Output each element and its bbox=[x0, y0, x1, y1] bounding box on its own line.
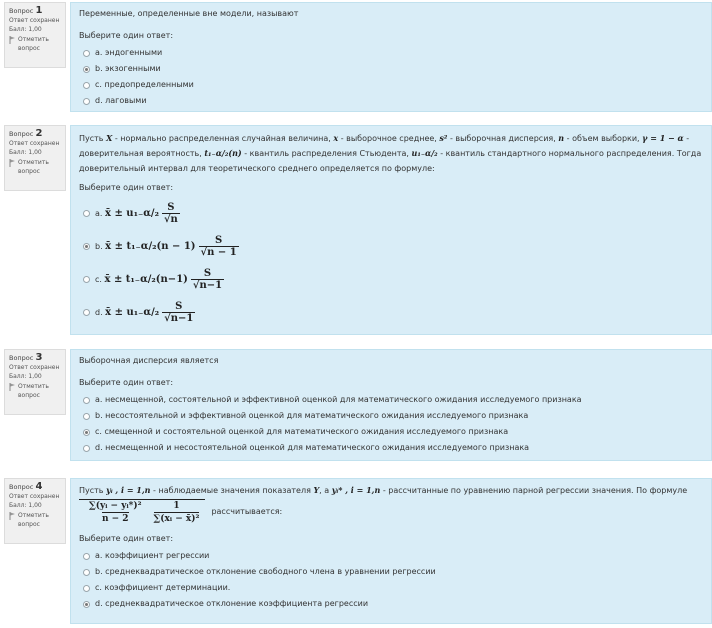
flag-question-link[interactable]: Отметить вопрос bbox=[9, 35, 61, 53]
formula[interactable]: x̄ ± u₁₋α/₂ $\frac{S}{√n-1}$ bbox=[105, 301, 194, 324]
answer-option-c[interactable]: c. x̄ ± t₁₋α/₂(n−1) $\frac{S}{√n-1}$ bbox=[79, 263, 703, 296]
question-number: Вопрос 4 bbox=[9, 481, 43, 492]
question-text: Переменные, определенные вне модели, называют bbox=[79, 9, 299, 18]
answer-list bbox=[79, 45, 703, 109]
radio-button[interactable] bbox=[83, 210, 90, 217]
answer-prompt: Выберите один ответ: bbox=[79, 31, 174, 40]
question-points: Балл: 1,00 bbox=[9, 26, 42, 33]
flag-question-link[interactable]: Отметить вопрос bbox=[9, 382, 61, 400]
question-points: Балл: 1,00 bbox=[9, 373, 42, 380]
question-info bbox=[4, 478, 66, 544]
answer-option-a[interactable]: a. несмещенной, состоятельной и эффективной оценкой для математического ожидания исследуемого признака bbox=[79, 392, 703, 408]
question-status: Ответ сохранен bbox=[9, 17, 60, 24]
answer-option-c[interactable]: c. коэффициент детерминации. bbox=[79, 580, 703, 596]
radio-button[interactable] bbox=[83, 397, 90, 404]
flag-icon bbox=[9, 512, 16, 520]
question-number: Вопрос 3 bbox=[9, 352, 43, 363]
question-status: Ответ сохранен bbox=[9, 364, 60, 371]
radio-button[interactable] bbox=[83, 50, 90, 57]
question-number: Вопрос 1 bbox=[9, 5, 43, 16]
answer-prompt: Выберите один ответ: bbox=[79, 378, 174, 387]
radio-button[interactable] bbox=[83, 276, 90, 283]
question-status: Ответ сохранен bbox=[9, 140, 60, 147]
question-info bbox=[4, 349, 66, 415]
radio-button[interactable] bbox=[83, 413, 90, 420]
answer-list bbox=[79, 197, 703, 329]
sqrt-formula: ∑(yᵢ − yᵢ*)² n − 2 1 ∑(xᵢ − x̄)² bbox=[79, 499, 205, 525]
answer-prompt: Выберите один ответ: bbox=[79, 534, 174, 543]
answer-option-d[interactable]: d. лаговыми bbox=[79, 93, 703, 109]
formula[interactable]: x̄ ± t₁₋α/₂(n − 1) $\frac{S}{√n - 1}$ bbox=[105, 235, 237, 258]
answer-option-a[interactable]: a. x̄ ± u₁₋α/₂ $\frac{S}{√n}$ bbox=[79, 197, 703, 230]
question-content bbox=[70, 125, 712, 335]
radio-button[interactable] bbox=[83, 585, 90, 592]
answer-option-b[interactable]: b. экзогенными bbox=[79, 61, 703, 77]
answer-option-b[interactable]: b. несостоятельной и эффективной оценкой для математического ожидания исследуемого признака bbox=[79, 408, 703, 424]
answer-option-a[interactable]: a. коэффициент регрессии bbox=[79, 548, 703, 564]
question-status: Ответ сохранен bbox=[9, 493, 60, 500]
question-number: Вопрос 2 bbox=[9, 128, 43, 139]
flag-icon bbox=[9, 383, 16, 391]
question-content bbox=[70, 2, 712, 112]
answer-option-c[interactable]: c. смещенной и состоятельной оценкой для математического ожидания исследуемого признака bbox=[79, 424, 703, 440]
question-text: Пусть yᵢ , i = 1,n - наблюдаемые значения показателя Y, а yᵢ* , i = 1,n - рассчитанные по уравнению парной регрессии значения. По формуле bbox=[79, 485, 688, 495]
question-text: Пусть X - нормально распределенная случайная величина, x - выборочное среднее, s² - выборочная дисперсия, n - объем выборки, γ = 1 − α - доверительная вероятность, t₁₋α/₂(n) - квантиль распределения Стьюдента, u₁₋α/₂ - квантиль стандартного нормального распределения. Тогда доверительный интервал для теоретического среднего определяется по формуле: bbox=[79, 133, 702, 173]
answer-list bbox=[79, 548, 703, 612]
radio-button[interactable] bbox=[83, 243, 90, 250]
answer-option-d[interactable]: d. среднеквадратическое отклонение коэффициента регрессии bbox=[79, 596, 703, 612]
radio-button[interactable] bbox=[83, 601, 90, 608]
formula[interactable]: x̄ ± u₁₋α/₂ $\frac{S}{√n}$ bbox=[105, 202, 178, 225]
question-points: Балл: 1,00 bbox=[9, 502, 42, 509]
radio-button[interactable] bbox=[83, 98, 90, 105]
answer-option-b[interactable]: b. x̄ ± t₁₋α/₂(n − 1) $\frac{S}{√n - 1}$ bbox=[79, 230, 703, 263]
radio-button[interactable] bbox=[83, 429, 90, 436]
question-content bbox=[70, 478, 712, 624]
answer-list bbox=[79, 392, 703, 456]
radio-button[interactable] bbox=[83, 82, 90, 89]
radio-button[interactable] bbox=[83, 309, 90, 316]
answer-prompt: Выберите один ответ: bbox=[79, 183, 174, 192]
formula: ∑(yᵢ − yᵢ*)² n − 2 1 ∑(xᵢ − x̄)² рассчитывается: bbox=[79, 499, 703, 525]
radio-button[interactable] bbox=[83, 553, 90, 560]
question-content bbox=[70, 349, 712, 461]
question-info bbox=[4, 2, 66, 68]
answer-option-c[interactable]: c. предопределенными bbox=[79, 77, 703, 93]
question-text: Выборочная дисперсия является bbox=[79, 356, 219, 365]
radio-button[interactable] bbox=[83, 66, 90, 73]
flag-question-link[interactable]: Отметить вопрос bbox=[9, 158, 61, 176]
flag-icon bbox=[9, 36, 16, 44]
radio-button[interactable] bbox=[83, 569, 90, 576]
question-info bbox=[4, 125, 66, 191]
flag-icon bbox=[9, 159, 16, 167]
answer-option-d[interactable]: d. несмещенной и несостоятельной оценкой для математического ожидания исследуемого признака bbox=[79, 440, 703, 456]
question-points: Балл: 1,00 bbox=[9, 149, 42, 156]
answer-option-d[interactable]: d. x̄ ± u₁₋α/₂ $\frac{S}{√n-1}$ bbox=[79, 296, 703, 329]
answer-option-b[interactable]: b. среднеквадратическое отклонение свободного члена в уравнении регрессии bbox=[79, 564, 703, 580]
formula[interactable]: x̄ ± t₁₋α/₂(n−1) $\frac{S}{√n-1}$ bbox=[104, 268, 223, 291]
flag-question-link[interactable]: Отметить вопрос bbox=[9, 511, 61, 529]
answer-option-a[interactable]: a. эндогенными bbox=[79, 45, 703, 61]
radio-button[interactable] bbox=[83, 445, 90, 452]
